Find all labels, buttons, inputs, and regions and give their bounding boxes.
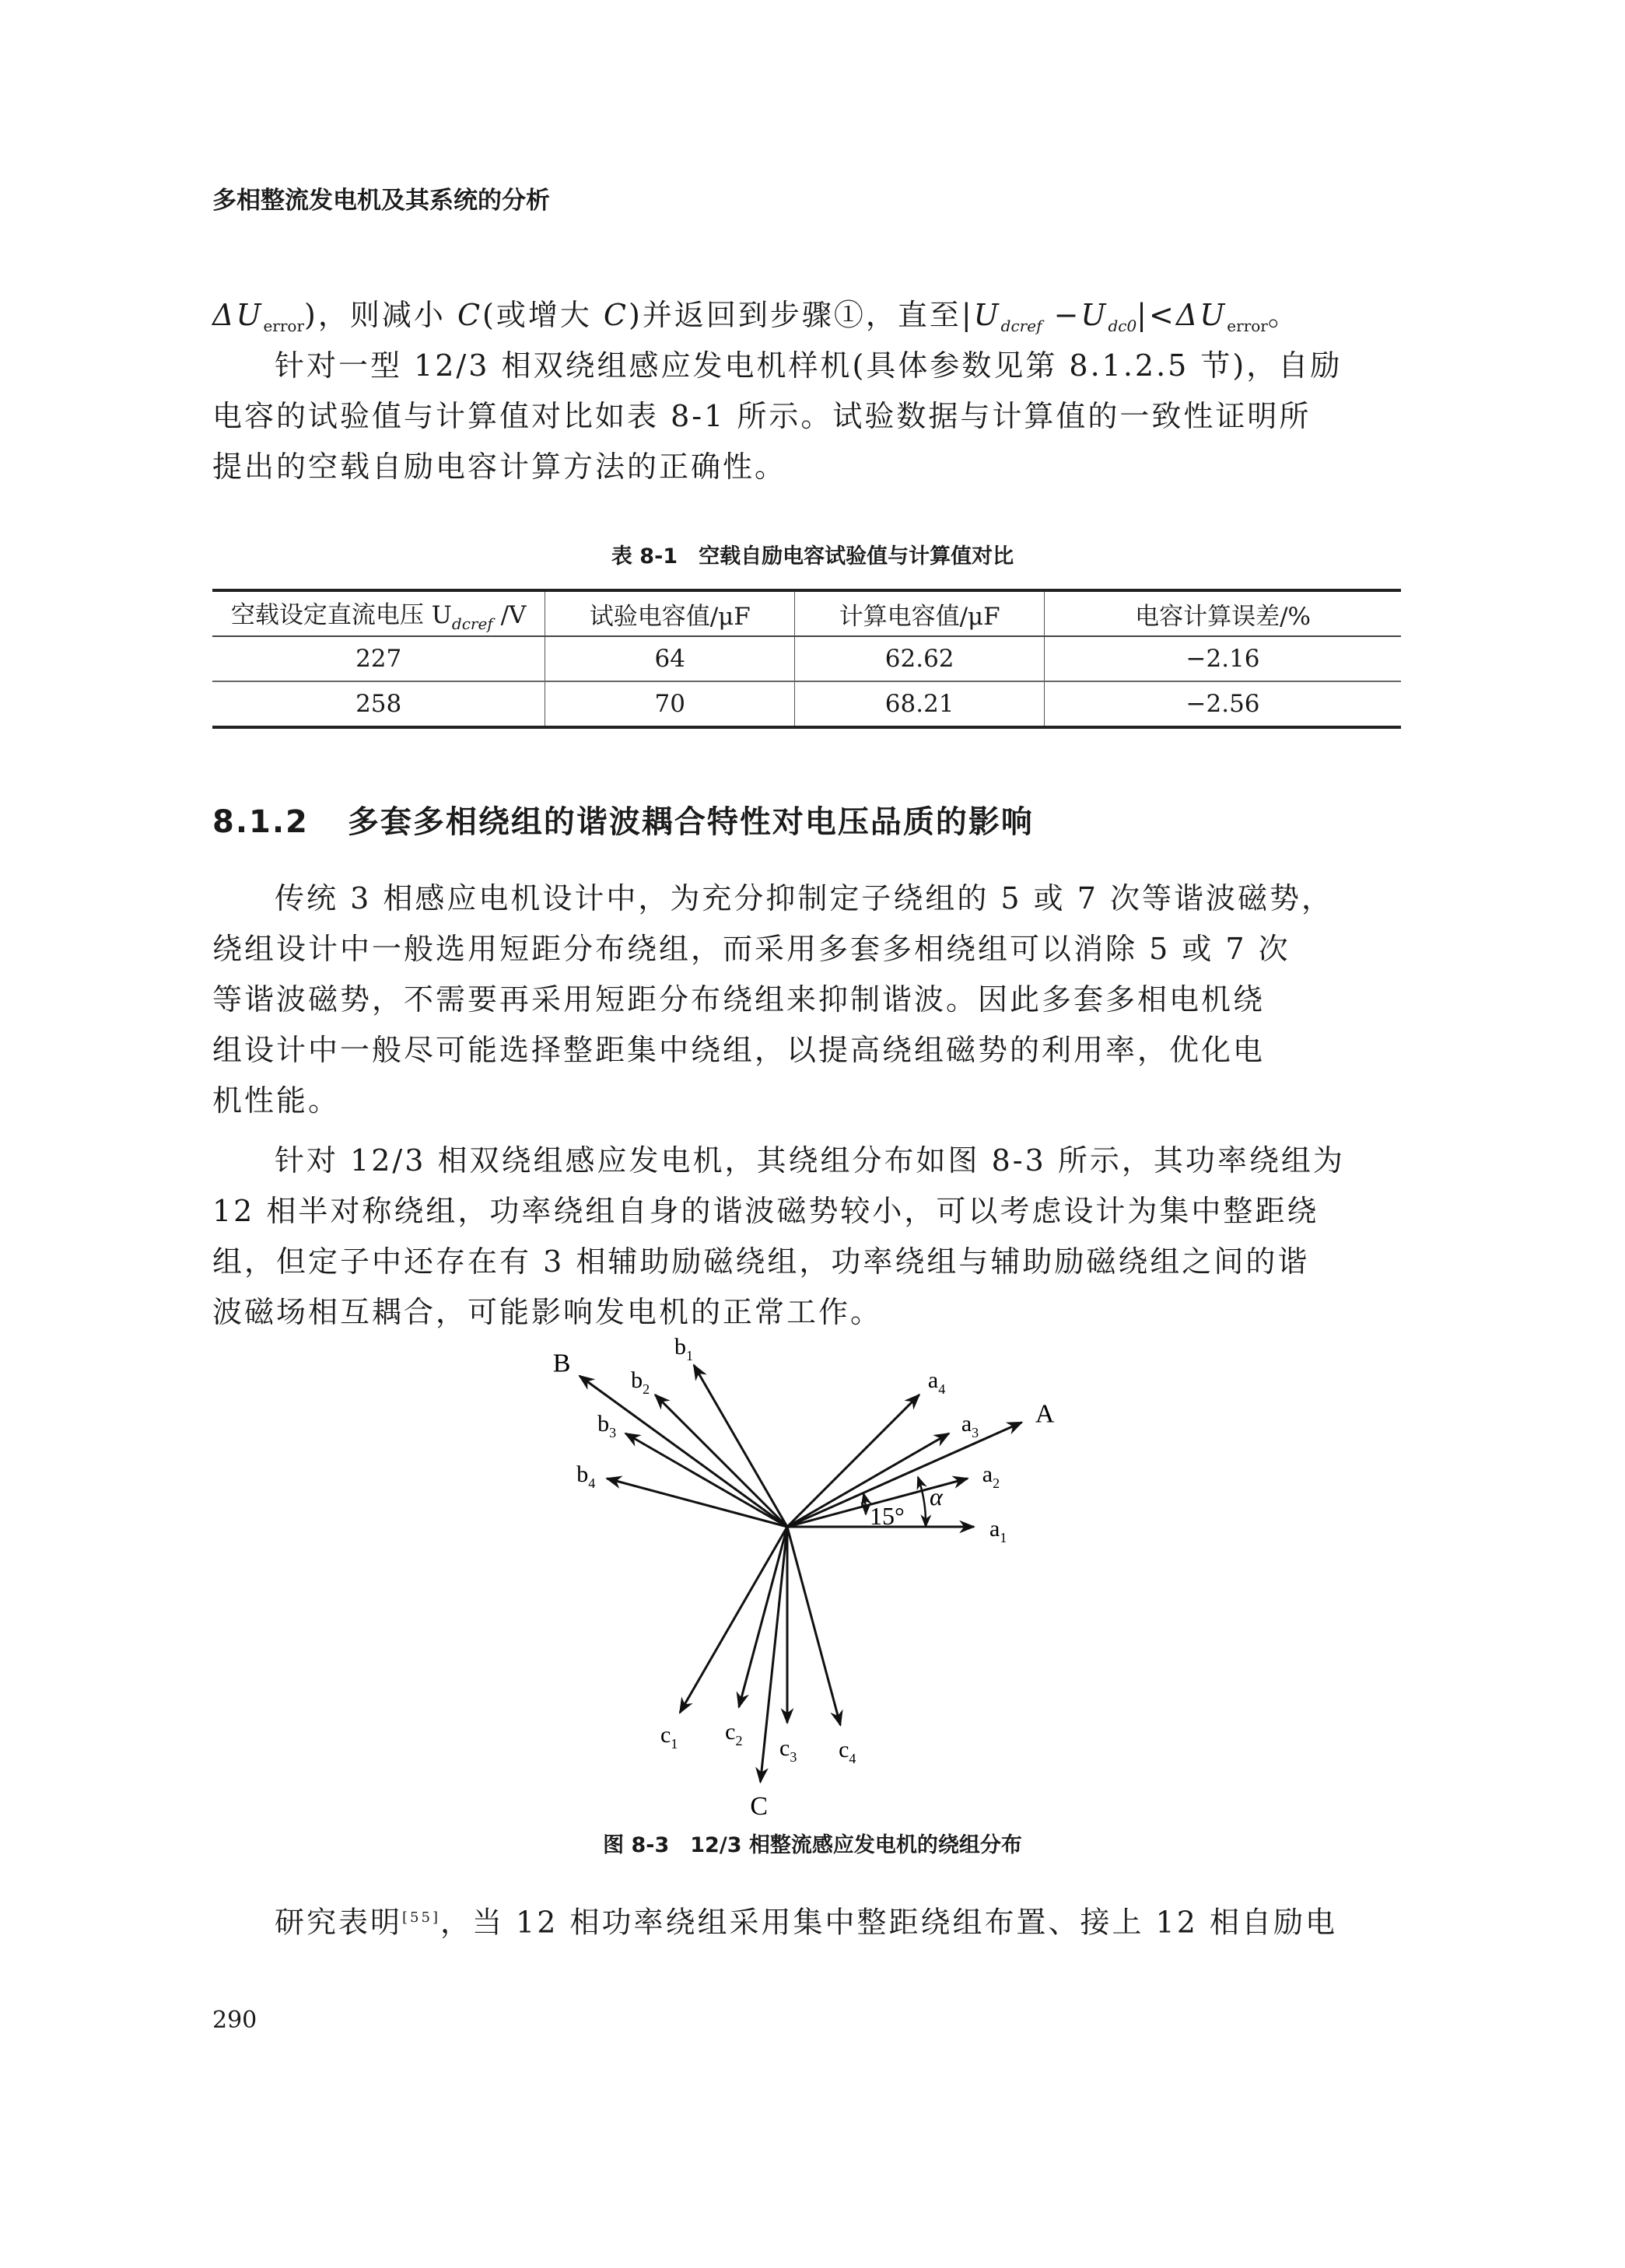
paragraph-line: 12 相半对称绕组，功率绕组自身的谐波磁势较小，可以考虑设计为集中整距绕 [212, 1194, 1319, 1228]
table-header: 试验电容值/μF [545, 590, 795, 636]
phasor-label: $c_3$ [779, 1735, 797, 1765]
paragraph-line: 等谐波磁势，不需要再采用短距分布绕组来抑制谐波。因此多套多相电机绕 [212, 982, 1266, 1017]
table-header: 计算电容值/μF [795, 590, 1045, 636]
phasor-label: $c_1$ [660, 1722, 678, 1752]
var-u: U [1080, 298, 1108, 332]
text: ，当 12 相功率绕组采用集中整距绕组布置、接上 12 相自励电 [440, 1905, 1337, 1940]
phasor-label: $a_2$ [982, 1461, 1000, 1492]
phasor-label: $a_4$ [927, 1367, 946, 1398]
subscript: dcref [1000, 317, 1042, 335]
table-cell: 62.62 [795, 636, 1045, 681]
table-cell: 64 [545, 636, 795, 681]
phasor-label: $c_2$ [725, 1718, 743, 1748]
phasor-label: $a_1$ [989, 1516, 1007, 1545]
phasor-label: $c_4$ [839, 1736, 856, 1766]
header-text: 空载设定直流电压 U [230, 600, 452, 629]
figure-caption: 图 8-3 12/3 相整流感应发电机的绕组分布 [603, 1833, 1022, 1857]
text: 研究表明 [275, 1905, 403, 1940]
alpha-label: α [930, 1482, 943, 1510]
phasor-label: B [552, 1349, 571, 1378]
table-header: 电容计算误差/% [1045, 590, 1401, 636]
phasor-b4 [607, 1479, 787, 1527]
text: (或增大 [482, 298, 604, 332]
paragraph-line: 提出的空载自励电容计算方法的正确性。 [212, 450, 787, 484]
table-cell: 227 [355, 645, 402, 673]
table-cell: −2.16 [1045, 636, 1401, 681]
paragraph-line: 组，但定子中还存在有 3 相辅助励磁绕组，功率绕组与辅助励磁绕组之间的谐 [212, 1244, 1310, 1279]
header-unit: /V [492, 600, 527, 629]
paragraph-line: 传统 3 相感应电机设计中，为充分抑制定子绕组的 5 或 7 次等谐波磁势， [275, 881, 1334, 915]
phasor-label: $b_4$ [576, 1461, 596, 1492]
paragraph-line: 波磁场相互耦合，可能影响发电机的正常工作。 [212, 1295, 883, 1329]
alpha-arc [918, 1477, 926, 1527]
phasor-label: C [750, 1792, 769, 1822]
text: |< [1136, 298, 1176, 332]
section-number: 8.1.2 [212, 804, 309, 840]
angle-label: 15° [870, 1502, 905, 1530]
paragraph-line: 机性能。 [212, 1083, 341, 1118]
running-header: 多相整流发电机及其系统的分析 [212, 187, 550, 215]
table-cell: −2.56 [1045, 681, 1401, 727]
angle-15-arc [863, 1493, 866, 1514]
final-paragraph-line [212, 1892, 1401, 1948]
phasor-label: $a_3$ [961, 1411, 979, 1440]
paragraph-line: 针对一型 12/3 相双绕组感应发电机样机(具体参数见第 8.1.2.5 节)，自励 [275, 348, 1343, 383]
phasor-c2 [739, 1527, 787, 1707]
phasor-label: $b_3$ [597, 1411, 617, 1440]
delta-u: ΔU [212, 298, 264, 332]
phasor-label: $b_1$ [674, 1334, 693, 1364]
subscript: error [1227, 317, 1268, 335]
phasor-c4 [787, 1527, 840, 1725]
var-c: C [457, 298, 483, 332]
section-title: 多套多相绕组的谐波耦合特性对电压品质的影响 [347, 804, 1034, 840]
minus: − [1042, 298, 1081, 332]
subscript: dcref [451, 614, 493, 633]
citation-link[interactable]: [55] [402, 1909, 440, 1926]
phasor-B [580, 1376, 787, 1527]
var-u: U [973, 298, 1001, 332]
table-cell: 70 [545, 681, 795, 727]
table-cell: 68.21 [795, 681, 1045, 727]
table-caption: 表 8-1 空载自励电容试验值与计算值对比 [611, 544, 1014, 569]
phasor-label: A [1035, 1399, 1055, 1429]
paragraph-line: 电容的试验值与计算值对比如表 8-1 所示。试验数据与计算值的一致性证明所 [212, 399, 1312, 433]
subscript: error [263, 317, 305, 335]
paragraph-line: 绕组设计中一般选用短距分布绕组，而采用多套多相绕组可以消除 5 或 7 次 [212, 932, 1291, 966]
subscript: dc0 [1108, 317, 1137, 335]
paragraph-line: 组设计中一般尽可能选择整距集中绕组，以提高绕组磁势的利用率，优化电 [212, 1033, 1266, 1067]
text: )，则减小 [304, 298, 457, 332]
text: 。 [1267, 298, 1300, 332]
var-c: C [603, 298, 629, 332]
paragraph-line: 针对 12/3 相双绕组感应发电机，其绕组分布如图 8-3 所示，其功率绕组为 [275, 1143, 1345, 1178]
table-cell: 258 [355, 690, 402, 718]
text: )并返回到步骤①，直至| [629, 298, 974, 332]
page-number: 290 [212, 2007, 257, 2034]
phasor-label: $b_2$ [631, 1367, 650, 1398]
delta-u: ΔU [1175, 298, 1228, 332]
